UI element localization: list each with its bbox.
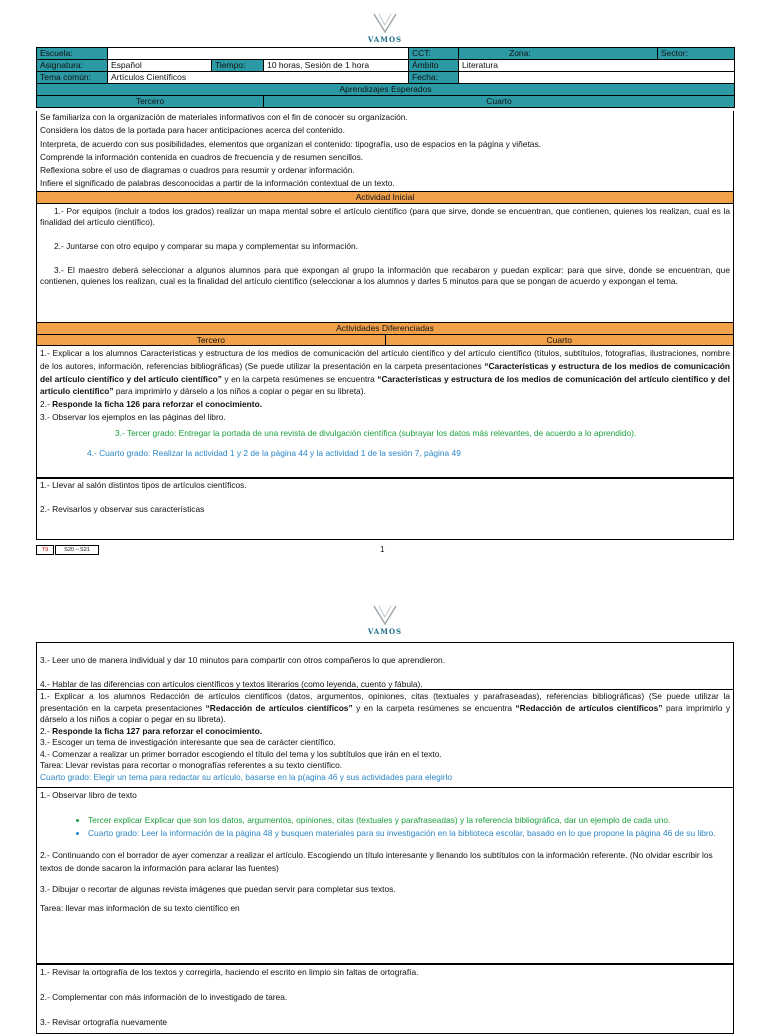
tema-value: Artículos Científicos <box>108 72 409 84</box>
diferenciadas-paragraph-1: 1.- Explicar a los alumnos Características y estructura de los medios de comunicación del artículo científico y del artículo científico (títulos, subtítulos, fotografías, ilustraciones, nombre de los autores, información, referencias bibliográficas) (Se puede utilizar la presentación en la carpeta presentaciones “Características y estructura de los medios de comunicación del artículo científico y del artículo científico” y en la carpeta resúmenes se encuentra “Características y estructura de los medios de comunicación del artículo científico y del artículo científico” para imprimirlo y dárselo a los niños a copiar o pegar en su libreta). <box>40 348 731 397</box>
actividad-inicial-item: 1.- Por equipos (incluir a todos los grados) realizar un mapa mental sobre el artículo científico (para que sirve, donde se encuentran, que contienen, quienes los realizan, cual es la finalidad del artículo científico). <box>40 206 730 227</box>
aprendizaje-item: Se familiariza con la organización de materiales informativos con el fin de conocer su organización. <box>40 112 408 122</box>
actividades-diferenciadas-section <box>36 323 734 478</box>
page2-block-3 <box>36 788 734 964</box>
aprendizaje-item: Interpreta, de acuerdo con sus posibilidades, elementos que organizan el contenido: tipografía, uso de espacios en la página y viñetas. <box>40 138 541 149</box>
page2-explicar-paragraph: 1.- Explicar a los alumnos Redacción de artículos científicos (datos, argumentos, opiniones, citas (textuales y parafraseadas), referencias bibliográficas) (Se puede utilizar la presentación en la carpeta presentaciones “Redacción de artículos científicos” y en la carpeta resúmenes se encuentra “Redacción de artículos científicos” para imprimirlo y dárselo a los niños a copiar o pegar en su libreta). <box>40 691 731 724</box>
cierre-item: 2.- Revisarlos y observar sus características <box>40 504 205 514</box>
page2-continuando: 2.- Continuando con el borrador de ayer comenzar a realizar el artículo. Escogiendo un título interesante y llenando los subtítulos con la información referente. (No olvidar escribir los textos de donde sacaron la información para aclarar las fuentes) <box>40 849 713 873</box>
page2-block-1 <box>36 642 734 690</box>
diferenciadas-cuarto-header: Cuarto <box>546 335 572 345</box>
page2-ficha-paragraph: 2.- Responde la ficha 127 para reforzar el conocimiento. <box>40 725 263 736</box>
aprendizaje-item: Reflexiona sobre el uso de diagramas o cuadros para resumir y ordenar información. <box>40 165 355 176</box>
page2-tarea: Tarea: Llevar revistas para recortar o monografías referentes a su texto científico. <box>40 760 343 770</box>
logo-page-2 <box>355 604 415 636</box>
sector-label: Sector: <box>658 48 735 60</box>
logo-text: VAMOS <box>367 35 403 44</box>
page2-dibujar: 3.- Dibujar o recortar de algunas revista imágenes que puedan servir para completar sus textos. <box>40 883 396 894</box>
header-table <box>36 47 735 108</box>
asignatura-value: Español <box>108 60 212 72</box>
cuarto-grado-task: 4.- Cuarto grado: Realizar la actividad 1 y 2 de la página 44 y la actividad 1 de la sesión 7, página 49 <box>87 447 461 458</box>
page2-revisar-item: 1.- Revisar la ortografía de los textos y corregirla, haciendo el escrito en limpio sin faltas de ortografía. <box>40 967 419 977</box>
page2-item: 4.- Hablar de las diferencias con artículos científicos y textos literarios (como leyenda, cuento y fábula). <box>40 679 423 689</box>
ambito-label: Ámbito <box>409 60 459 72</box>
cuarto-column-header: Cuarto <box>264 96 735 108</box>
logo-text: VAMOS <box>367 627 403 636</box>
aprendizajes-header: Aprendizajes Esperados <box>37 84 735 96</box>
tercer-grado-task: 3.- Tercer grado: Entregar la portada de una revista de divulgación científica (subrayar los datos más relevantes, de acuerdo a lo aprendido). <box>115 427 637 438</box>
tercero-column-header: Tercero <box>37 96 264 108</box>
aprendizajes-list <box>36 111 734 192</box>
escuela-value[interactable] <box>108 48 409 60</box>
zona-label: Zona: <box>459 48 658 60</box>
tema-label: Tema común: <box>37 72 108 84</box>
page2-block-2 <box>36 690 734 788</box>
tiempo-value: 10 horas, Sesión de 1 hora <box>264 60 409 72</box>
page2-revisar-item: 2.- Complementar con más información de lo investigado de tarea. <box>40 992 288 1002</box>
actividad-inicial-section <box>36 192 734 323</box>
fecha-label: Fecha: <box>409 72 459 84</box>
cierre-section <box>36 478 734 540</box>
asignatura-label: Asignatura: <box>37 60 108 72</box>
page2-item: 4.- Comenzar a realizar un primer borrador escogiendo el título del tema y los subtítulos que irán en el texto. <box>40 748 442 759</box>
cierre-item: 1.- Llevar al salón distintos tipos de artículos científicos. <box>40 480 247 490</box>
tiempo-label: Tiempo: <box>212 60 264 72</box>
cct-label: CCT: <box>409 48 459 60</box>
escuela-label: Escuela: <box>37 48 108 60</box>
page-number: 1 <box>380 545 385 554</box>
diferenciadas-paragraph-2: 2.- Responde la ficha 126 para reforzar el conocimiento. <box>40 399 263 410</box>
aprendizaje-item: Considera los datos de la portada para hacer anticipaciones acerca del contenido. <box>40 125 345 136</box>
footer-tag-t9: T9 <box>36 545 54 555</box>
page2-item: 3.- Escoger un tema de investigación interesante que sea de carácter científico. <box>40 737 336 747</box>
page2-tarea-2: Tarea: llevar mas información de su texto científico en <box>40 903 240 913</box>
aprendizaje-item: Infiere el significado de palabras desconocidas a partir de la información contextual de un texto. <box>40 178 395 189</box>
actividad-inicial-item: 3.- El maestro deberá seleccionar a algunos alumnos para que expongan al grupo la información que recabaron y puedan explicar: para que sirve, donde se encuentran, que contienen, quienes los realizan, cual es la finalidad del artículo científico (seleccionar a los alumnos y darles 5 minutos para que se pongan de acuerdo y expongan el tema. <box>40 265 730 286</box>
logo-v-icon <box>372 604 398 626</box>
page2-revisar-item: 3.- Revisar ortografía nuevamente <box>40 1017 168 1027</box>
diferenciadas-title: Actividades Diferenciadas <box>37 323 733 335</box>
bullet-tercer: • Tercer explicar Explicar que son los datos, argumentos, opiniones, citas (textuales y parafraseadas) y la referencia bibliográfica, dar un ejemplo de cada uno. <box>88 814 730 828</box>
fecha-value[interactable] <box>459 72 735 84</box>
page2-item: 3.- Leer uno de manera individual y dar 10 minutos para compartir con otros compañeros lo que aprendieron. <box>40 655 446 665</box>
ambito-value: Literatura <box>459 60 735 72</box>
aprendizaje-item: Comprende la información contenida en cuadros de frecuencia y de resumen sencillos. <box>40 151 364 162</box>
diferenciadas-paragraph-3: 3.- Observar los ejemplos en las páginas del libro. <box>40 411 226 422</box>
actividad-inicial-title: Actividad Inicial <box>37 192 733 204</box>
page2-observar: 1.- Observar libro de texto <box>40 790 137 800</box>
page2-cuarto-grado: Cuarto grado: Elegir un tema para redactar su artículo, basarse en la p(agina 46 y sus actividades para elegirlo <box>40 771 453 782</box>
bullet-cuarto: • Cuarto grado: Leer la información de la página 48 y busquen materiales para su investigación en la biblioteca escolar, basado en lo que propone la página 46 de su libro. <box>88 827 730 841</box>
diferenciadas-tercero-header: Tercero <box>37 335 386 345</box>
actividad-inicial-item: 2.- Juntarse con otro equipo y comparar su mapa y complementar su información. <box>54 241 358 251</box>
footer-tag-sessions: S20 – S21 <box>55 545 99 555</box>
logo-v-icon <box>372 12 398 34</box>
logo <box>355 12 415 44</box>
